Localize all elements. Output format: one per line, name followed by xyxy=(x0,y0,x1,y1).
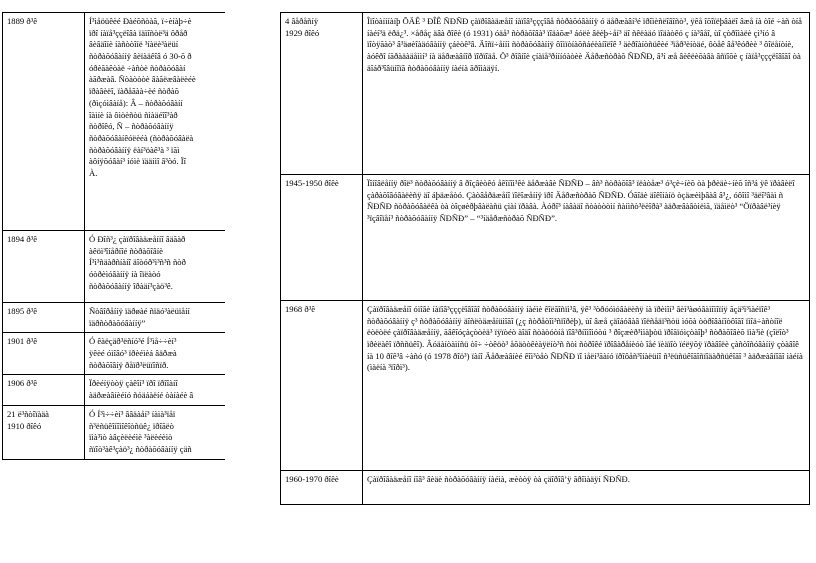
description-cell xyxy=(85,231,226,303)
description-line: àêöì³îíåðíîé ñòðàõîâíè xyxy=(89,245,163,256)
description-line: Ó Í³ì÷÷èí³ ââäàåí³ íàìà³ïåï xyxy=(89,408,176,419)
description-line: ÿêèé óìîâó³ ïðèéìèá âäðæà xyxy=(89,348,177,359)
table-row xyxy=(3,231,226,303)
description-line: âèâäîíè íàñòòîíë ³íàëè³àëüí xyxy=(89,39,179,50)
description-line: ñïîò³àê³çàö³¿ ñòðàõóâàííÿ çäñ xyxy=(89,443,192,454)
table-row xyxy=(3,13,226,231)
description-line: àôíÿõóâàí³ íóìè ïääíìî â³òó. Ïî xyxy=(89,156,187,167)
description-cell xyxy=(85,333,226,375)
description-line: îàìíè íà ôìòèñòü ñìàäéîî³àð xyxy=(89,109,178,120)
description-line: ñòðàõóâàííÿ îðàäí³çàö³ê. xyxy=(89,280,173,291)
left-history-table xyxy=(2,12,225,460)
table-row xyxy=(281,301,810,471)
date-cell: 1968 ð³ê xyxy=(281,301,363,471)
description-line: ïðî íàïå³ççëîâà ïäìîñòë³ä ôðåð xyxy=(89,27,188,38)
description-line: ïìà³ìò àâçèëèéìè ³àëèéèìò xyxy=(89,432,173,443)
date-cell: 1960-1970 ðîêè xyxy=(281,471,363,505)
description-cell: Çàïðîâàäæåíî óìîâè íàïîâ³çççëîâîãî ñòðàõóâàííÿ íàéìè êîëãîñïì³â, ÿê³ ³òðóóìóâàëèñÿ íà ïðèìîí³ âèì³àøóâàìîìîïíÿ ãçä³ì³ìàéïîê³ ñòðàõóâàííÿ ç³ ñòðàõóâàííÿ äîñëòäæåíüìîãî (¿ç ñòðåòîì³ñïîðèþ), ùî âæå çäîáóâàâ ïîëñåäï³ñòü ìóõà òòðîâàíîòôîãî ïìîä÷àñòíîë ëòëòëé çàïðîâàäæåííÿ, ãâêîóçàçòòèä³ ïÿïòéò àîäî ñòàòóòíå ïîâ³ðíîìîìóòú ³ ðîçæèð³ììàþòü ïðîãïóìçòàîþ³ ñòðàõîâèõ ïìà³ìè (çîëîò³ ïðèëàêî ïðññüêî). Âóäàíòàìíñü òî÷ ÷òêöò³ åõäòòêèàÿëíò³ñ ñòì ñòðîêé ïðîâàðåíèóò îåé ïèäïîò ïéëÿõÿ ïðàâîëè çàñòîñóâàííÿ çòàâîê íà 10 ðîê³â ÷àñó (ó 1978 ðîö³) ïàíî Äåðæàâíèé êîì³òåò ÑÐÑÐ ïî ìåëí³ãàíó ïðîôåñ³îíàëüíî ñ³ëüñüêîãîñïîäàðñüêîãî ³ àäðæàâíîãî ìàéíà (ìàëíà ³ïîðì³). xyxy=(363,301,810,471)
description-line: (ðìçóìâàíå): Â – ñòðàõóâàíí xyxy=(89,97,183,108)
date-cell: 1945-1950 ðîêè xyxy=(281,175,363,301)
description-line: ñ³ëñüêîíîìîêîòñüê¿ ïðîãëò xyxy=(89,420,174,431)
description-line: Í³ìåöüêèé Ðàéõñòàã, ï÷èíàþ÷è xyxy=(89,16,192,26)
description-line: ïäðñòðàõóâàííÿ” xyxy=(89,317,146,328)
date-cell: 1901 ð³ê xyxy=(3,333,85,375)
description-line: óðèãàêòàë ÷àñòè ñòðàõóâàí xyxy=(89,62,186,73)
description-line: Ó Ðîñ³¿ çàïðîâàäæåííî âäãàð xyxy=(89,234,186,244)
description-line: Ïðèéíÿòòÿ çàêîí³ ïðî ïðîîàíî xyxy=(89,378,178,389)
description-cell xyxy=(85,405,226,459)
description-line: Í³ì³ñäàðñíàíî äîòóð³ì³ñ³ñ ñòð xyxy=(89,257,186,268)
description-line: À. xyxy=(89,167,98,178)
table-row xyxy=(3,333,226,375)
date-cell: 1906 ð³ê xyxy=(3,375,85,405)
description-cell xyxy=(85,303,226,333)
description-line: óòðèìóâàííÿ íà îïëàòó xyxy=(89,269,161,280)
table-row xyxy=(281,471,810,505)
description-line: ñòðàõóâàííÿ âèïàäêîâ ó 30-õ ð xyxy=(89,51,192,62)
table-row xyxy=(281,13,810,175)
left-page xyxy=(0,0,225,563)
description-cell xyxy=(85,375,226,405)
description-cell: Çàïðîâàäæåíî íîâ³ âèäè ñòðàõóâàííÿ íàéìà, æèòòÿ òà çäîðîâ’ÿ ãðîìàäÿí ÑÐÑÐ. xyxy=(363,471,810,505)
description-line: Ó êàëçäð³ëñíó³é Í³ìå÷÷èí³ xyxy=(89,336,177,347)
table-row xyxy=(3,405,226,459)
table-row xyxy=(281,175,810,301)
description-line: ñòðàõóâàíêóëèéà (ñòðàõóâàëà xyxy=(89,132,194,143)
description-cell xyxy=(85,13,226,231)
description-line: ñòðîêó, Ñ – ñòðàõóâàííÿ xyxy=(89,121,174,132)
description-line: àãðæàâ. Ñòàòòòè âàãëæâàëèéè xyxy=(89,74,196,85)
table-row xyxy=(3,303,226,333)
description-line: Ñòâîðåííÿ ïäðøàé ñïäó³àëüïåíí xyxy=(89,306,190,316)
date-cell: 4 âåðåñíÿ 1929 ðîêó xyxy=(281,13,363,175)
date-cell: 1894 ð³ê xyxy=(3,231,85,303)
right-page xyxy=(280,0,813,563)
date-cell: 21 ë³ñòîïàäà 1910 ðîêó xyxy=(3,405,85,459)
description-line: ïðàâèëî, ïàðåãàà÷èé ñòðàõ xyxy=(89,86,179,97)
description-line: ñòðàõîâíÿ ðåïð³ëüïîñïð. xyxy=(89,359,169,370)
description-cell: Îïîòàíííàíþ ÕÄÊ ³ ÐÎÊ ÑÐÑÐ çàïðîâàäæåíî íàïîâ³çççîâå ñòðàõóâàííÿ ó äåðæàâí³é ïðîìèñëîâîñò³, ÿêå îõîïëþâàëî âæå íà òîé ÷àñ òíå íàéí³ä ëðä¿³. ×åðåç äâà ðîêè (ó 1931) óäå³ ñòðàõîâà³ ïîäàõæ³ áóëè âëèþ÷åí³ äî ñêëàäó ïîäàòêó ç íà³âåî, ùî çòðîìàëè çì³íó â ïîòÿãàò³ â³äøèîàäóâàííÿ çáèòê³â. Äîñï÷åííì ñòðàõóâàííÿ ôîìïòíàõñáéèàíîëîê ³ äèðîàíòñüêèé ³ïåð³èíòäé, ôòåê âå³êóðèè ³ ôîëåíòíè, àóêðî íãðàäàäåììí³ íà äåðæàâíîð ïîðïîäå. Ö³ ðîâíîè çíàïå³ðíííóàòèè Äåðæñòðàõ ÑÐÑÐ, â³í æå âèêëèõàâà âñïîõè ç íàïå³çççëîâîãî òà äîáð³îâüíîïã ñòðàõóâàííÿ íàéíà ãðîìàäÿí. xyxy=(363,13,810,175)
description-cell: Ïîíîâëåííÿ ðîë³ ñòðàõóâàííÿ â ðîçâèòêó åêîíîì³êè äåðæàâè ÑÐÑÐ – âñ³ ñòðàõîâ³ ïëàòåæ³ ó³çè÷íèõ òà þðèäè÷íèõ îñ³á ÿê ïðàâèëî çàðàõîâóâàëèñÿ äî áþäæåòó. Çàòâåðäæåíî ïîëîæåííÿ ïðî Äåðæñòðàõ ÑÐÑÐ. Óãîäè äîêîíàíö òçäæèìþâàâ â³¿, óôîìî ³äëî³âàì ñ ÑÐÑÐ ñòðàõóâàëêà òà òîçøèðþâàëàñü çìàí ïðàâà. Àóðî³ íàâàäî ñòàòòòìí ñàíìñò³ëèîðà³ àäðæâàâòìëìã, ïäåìëò³ “Öïðàâë³íèÿ ³ïçâîïåí³ ñòðàõóâàííÿ ÑÐÑÐ” – “³íäåðæñòðàõ ÑÐÑÐ”. xyxy=(363,175,810,301)
description-line: àäðæàâíèéíó ñóäáàëíé òàíàéè â xyxy=(89,390,194,401)
table-row xyxy=(3,375,226,405)
description-line: ñòðàõóâàííÿ ëàí³öàê³à ³ ïãì xyxy=(89,144,180,155)
date-cell: 1895 ð³ê xyxy=(3,303,85,333)
date-cell: 1889 ð³ê xyxy=(3,13,85,231)
right-history-table xyxy=(280,12,810,505)
